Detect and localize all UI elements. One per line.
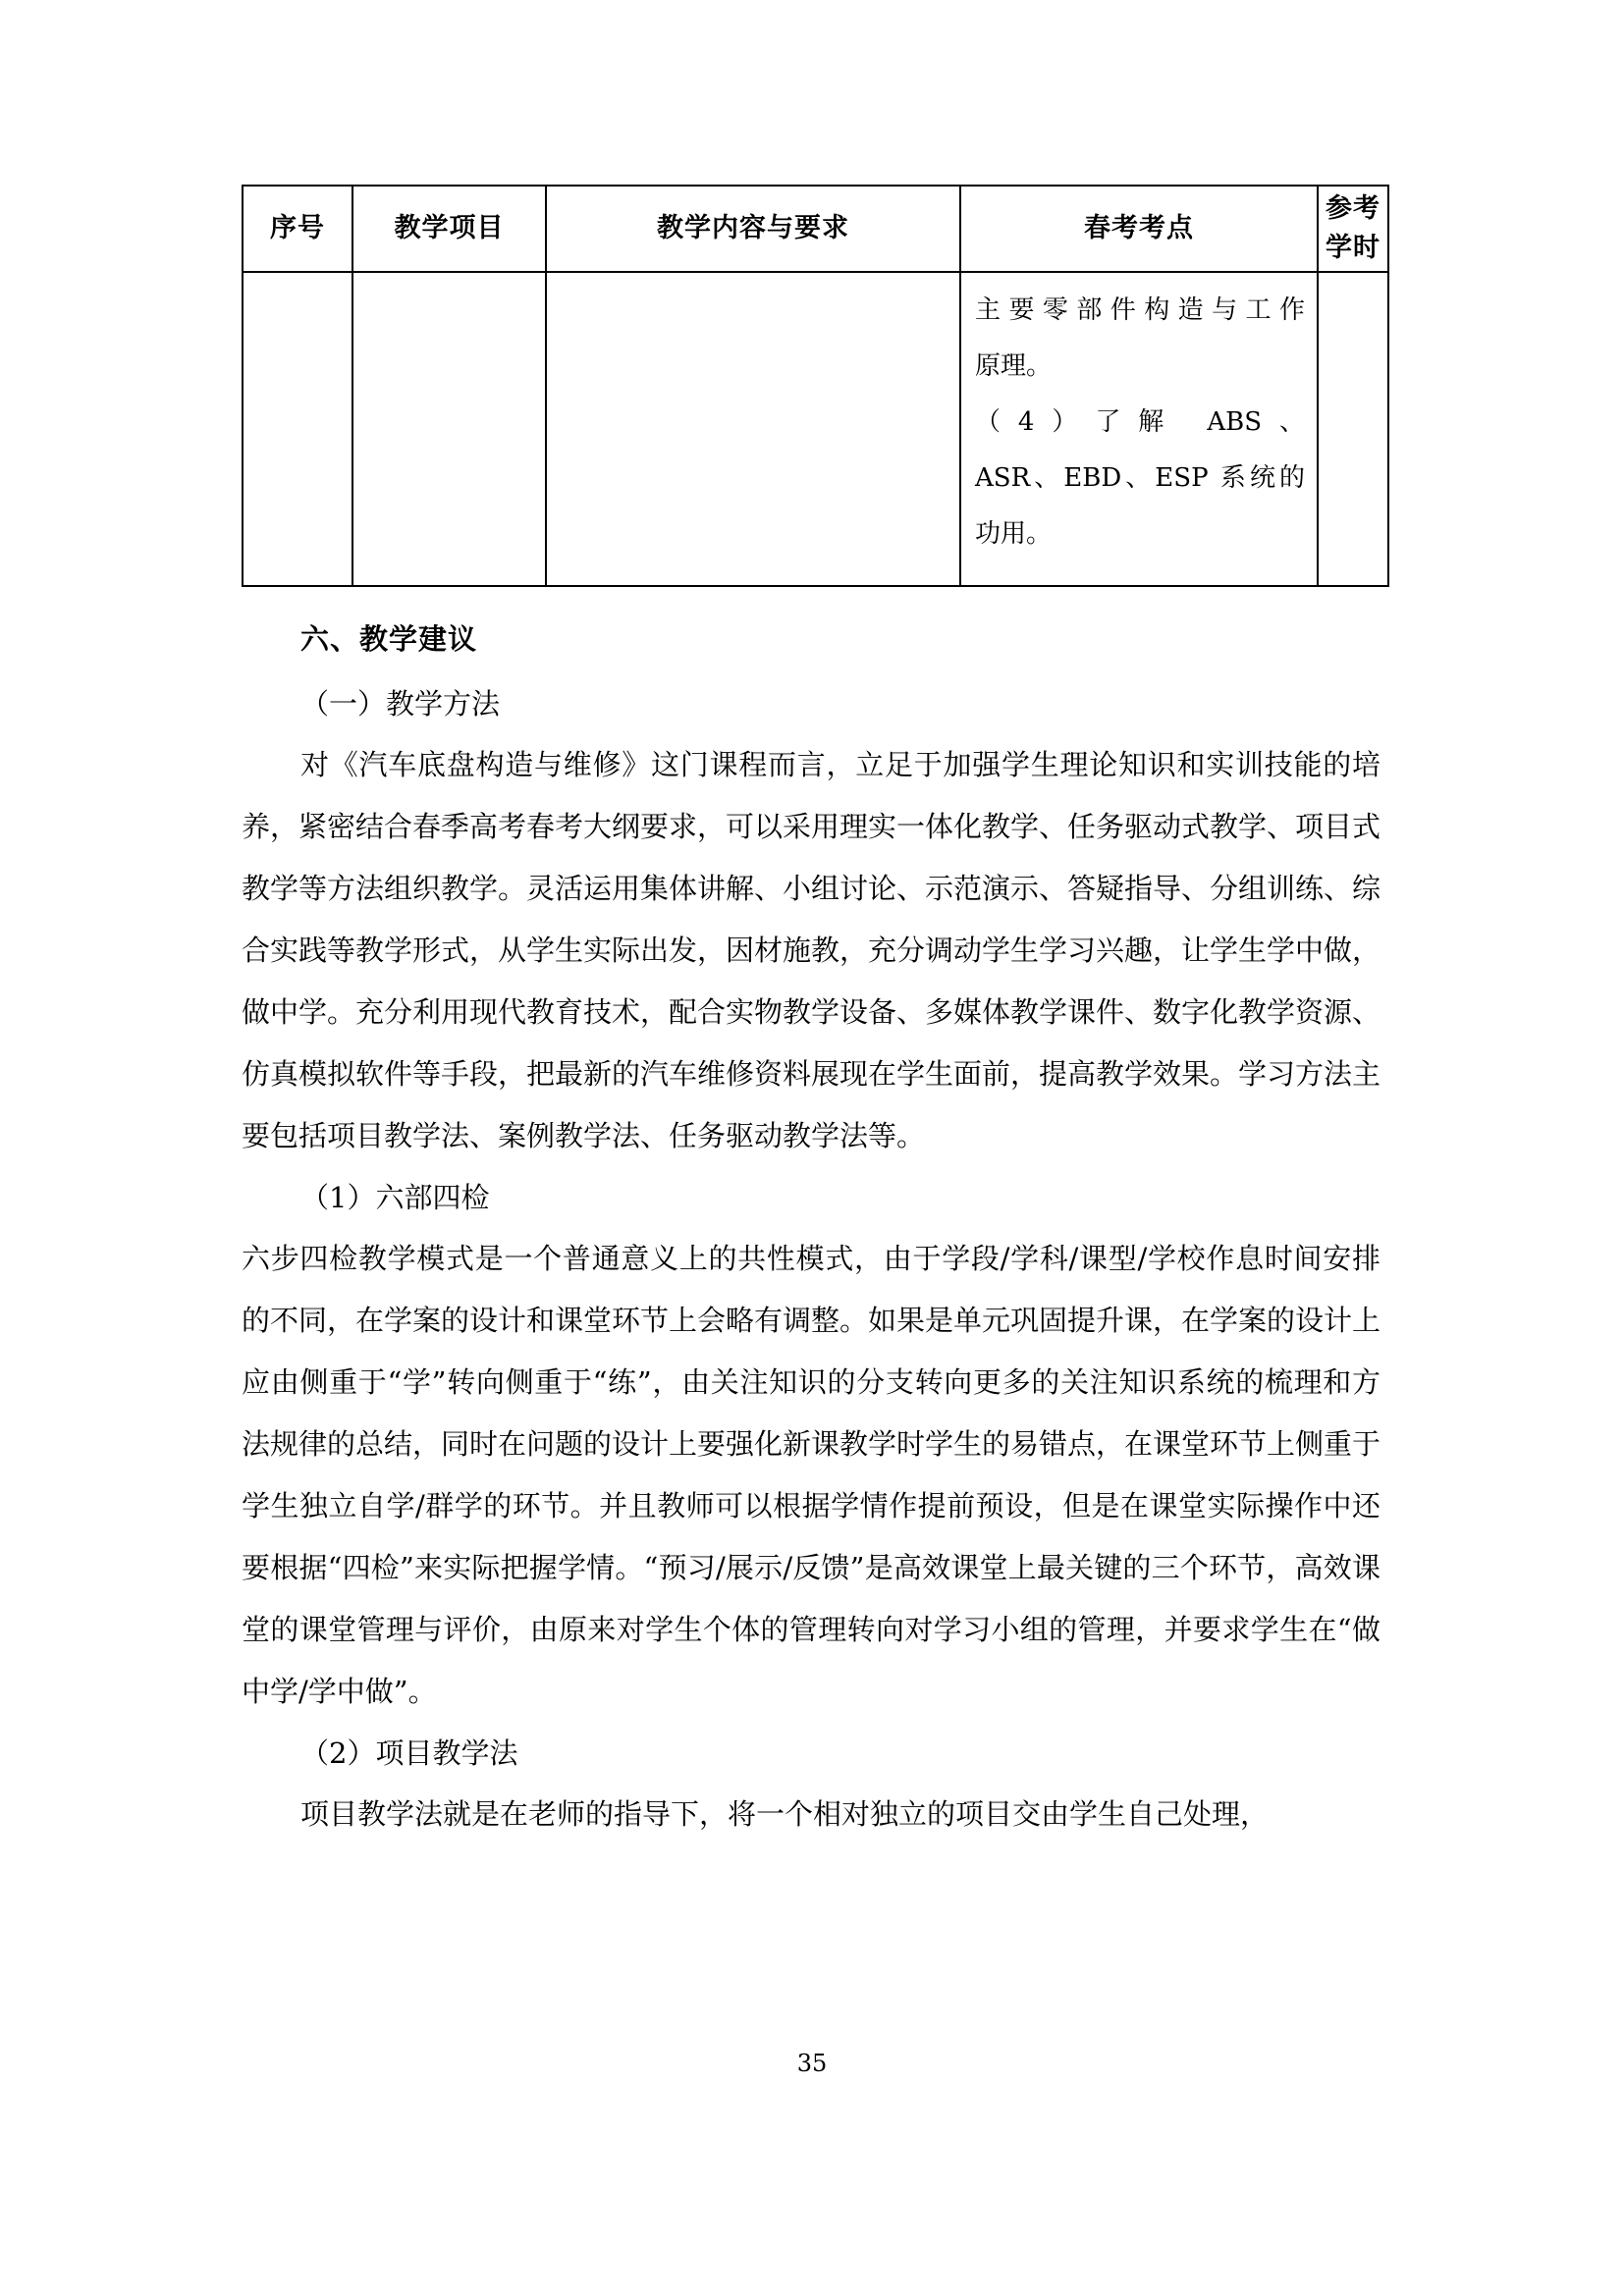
exam-points-text [961,273,1317,562]
column-header-item: 教学项目 [352,186,546,272]
cell-hours [1318,272,1388,586]
column-header-hours [1318,186,1388,272]
exam-line-1: 主要零部件构造与工作 [975,295,1305,325]
cell-item [352,272,546,586]
column-header-no: 序号 [243,186,352,272]
subsection-heading-project-method: （2）项目教学法 [300,1736,518,1770]
column-header-exam: 春考考点 [960,186,1318,272]
cell-exam [960,272,1318,586]
table-row [243,272,1388,586]
column-header-hours-line1: 参考 [1326,193,1380,224]
exam-line-2: 原理。 [975,351,1053,381]
section-heading-teaching-suggestions: 六、教学建议 [300,622,478,656]
table-body [243,272,1388,586]
cell-no [243,272,352,586]
cell-content [546,272,960,586]
syllabus-table [242,185,1389,587]
exam-line-5: 功用。 [975,519,1053,549]
document-body [242,609,1380,1845]
column-header-content: 教学内容与要求 [546,186,960,272]
exam-line-4: ASR、EBD、ESP 系统的 [975,463,1305,493]
page-number: 35 [796,2050,828,2077]
paragraph-teaching-method: 对《汽车底盘构造与维修》这门课程而言，立足于加强学生理论知识和实训技能的培养，紧密结合春季高考春考大纲要求，可以采用理实一体化教学、任务驱动式教学、项目式教学等方法组织教学。灵活运用集体讲解、小组讨论、示范演示、答疑指导、分组训练、综合实践等教学形式，从学生实际出发，因材施教，充分调动学生学习兴趣，让学生学中做，做中学。充分利用现代教育技术，配合实物教学设备、多媒体教学课件、数字化教学资源、仿真模拟软件等手段，把最新的汽车维修资料展现在学生面前，提高教学效果。学习方法主要包括项目教学法、案例教学法、任务驱动教学法等。 [242,748,1381,1152]
column-header-hours-line2: 学时 [1326,233,1380,263]
syllabus-table-container [242,185,1378,587]
table-header [243,186,1388,272]
subsection-heading-six-step: （1）六部四检 [300,1181,490,1214]
paragraph-six-step: 六步四检教学模式是一个普通意义上的共性模式，由于学段/学科/课型/学校作息时间安排的不同，在学案的设计和课堂环节上会略有调整。如果是单元巩固提升课，在学案的设计上应由侧重于“学”转向侧重于“练”，由关注知识的分支转向更多的关注知识系统的梳理和方法规律的总结，同时在问题的设计上要强化新课教学时学生的易错点，在课堂环节上侧重于学生独立自学/群学的环节。并且教师可以根据学情作提前预设，但是在课堂实际操作中还要根据“四检”来实际把握学情。“预习/展示/反馈”是高效课堂上最关键的三个环节，高效课堂的课堂管理与评价，由原来对学生个体的管理转向对学习小组的管理，并要求学生在“做中学/学中做”。 [242,1242,1381,1708]
table-header-row [243,186,1388,272]
paragraph-project-method: 项目教学法就是在老师的指导下，将一个相对独立的项目交由学生自己处理， [300,1797,1270,1831]
exam-line-3: （4）了解 ABS、 [975,407,1305,437]
subsection-heading-teaching-method: （一）教学方法 [300,687,501,721]
